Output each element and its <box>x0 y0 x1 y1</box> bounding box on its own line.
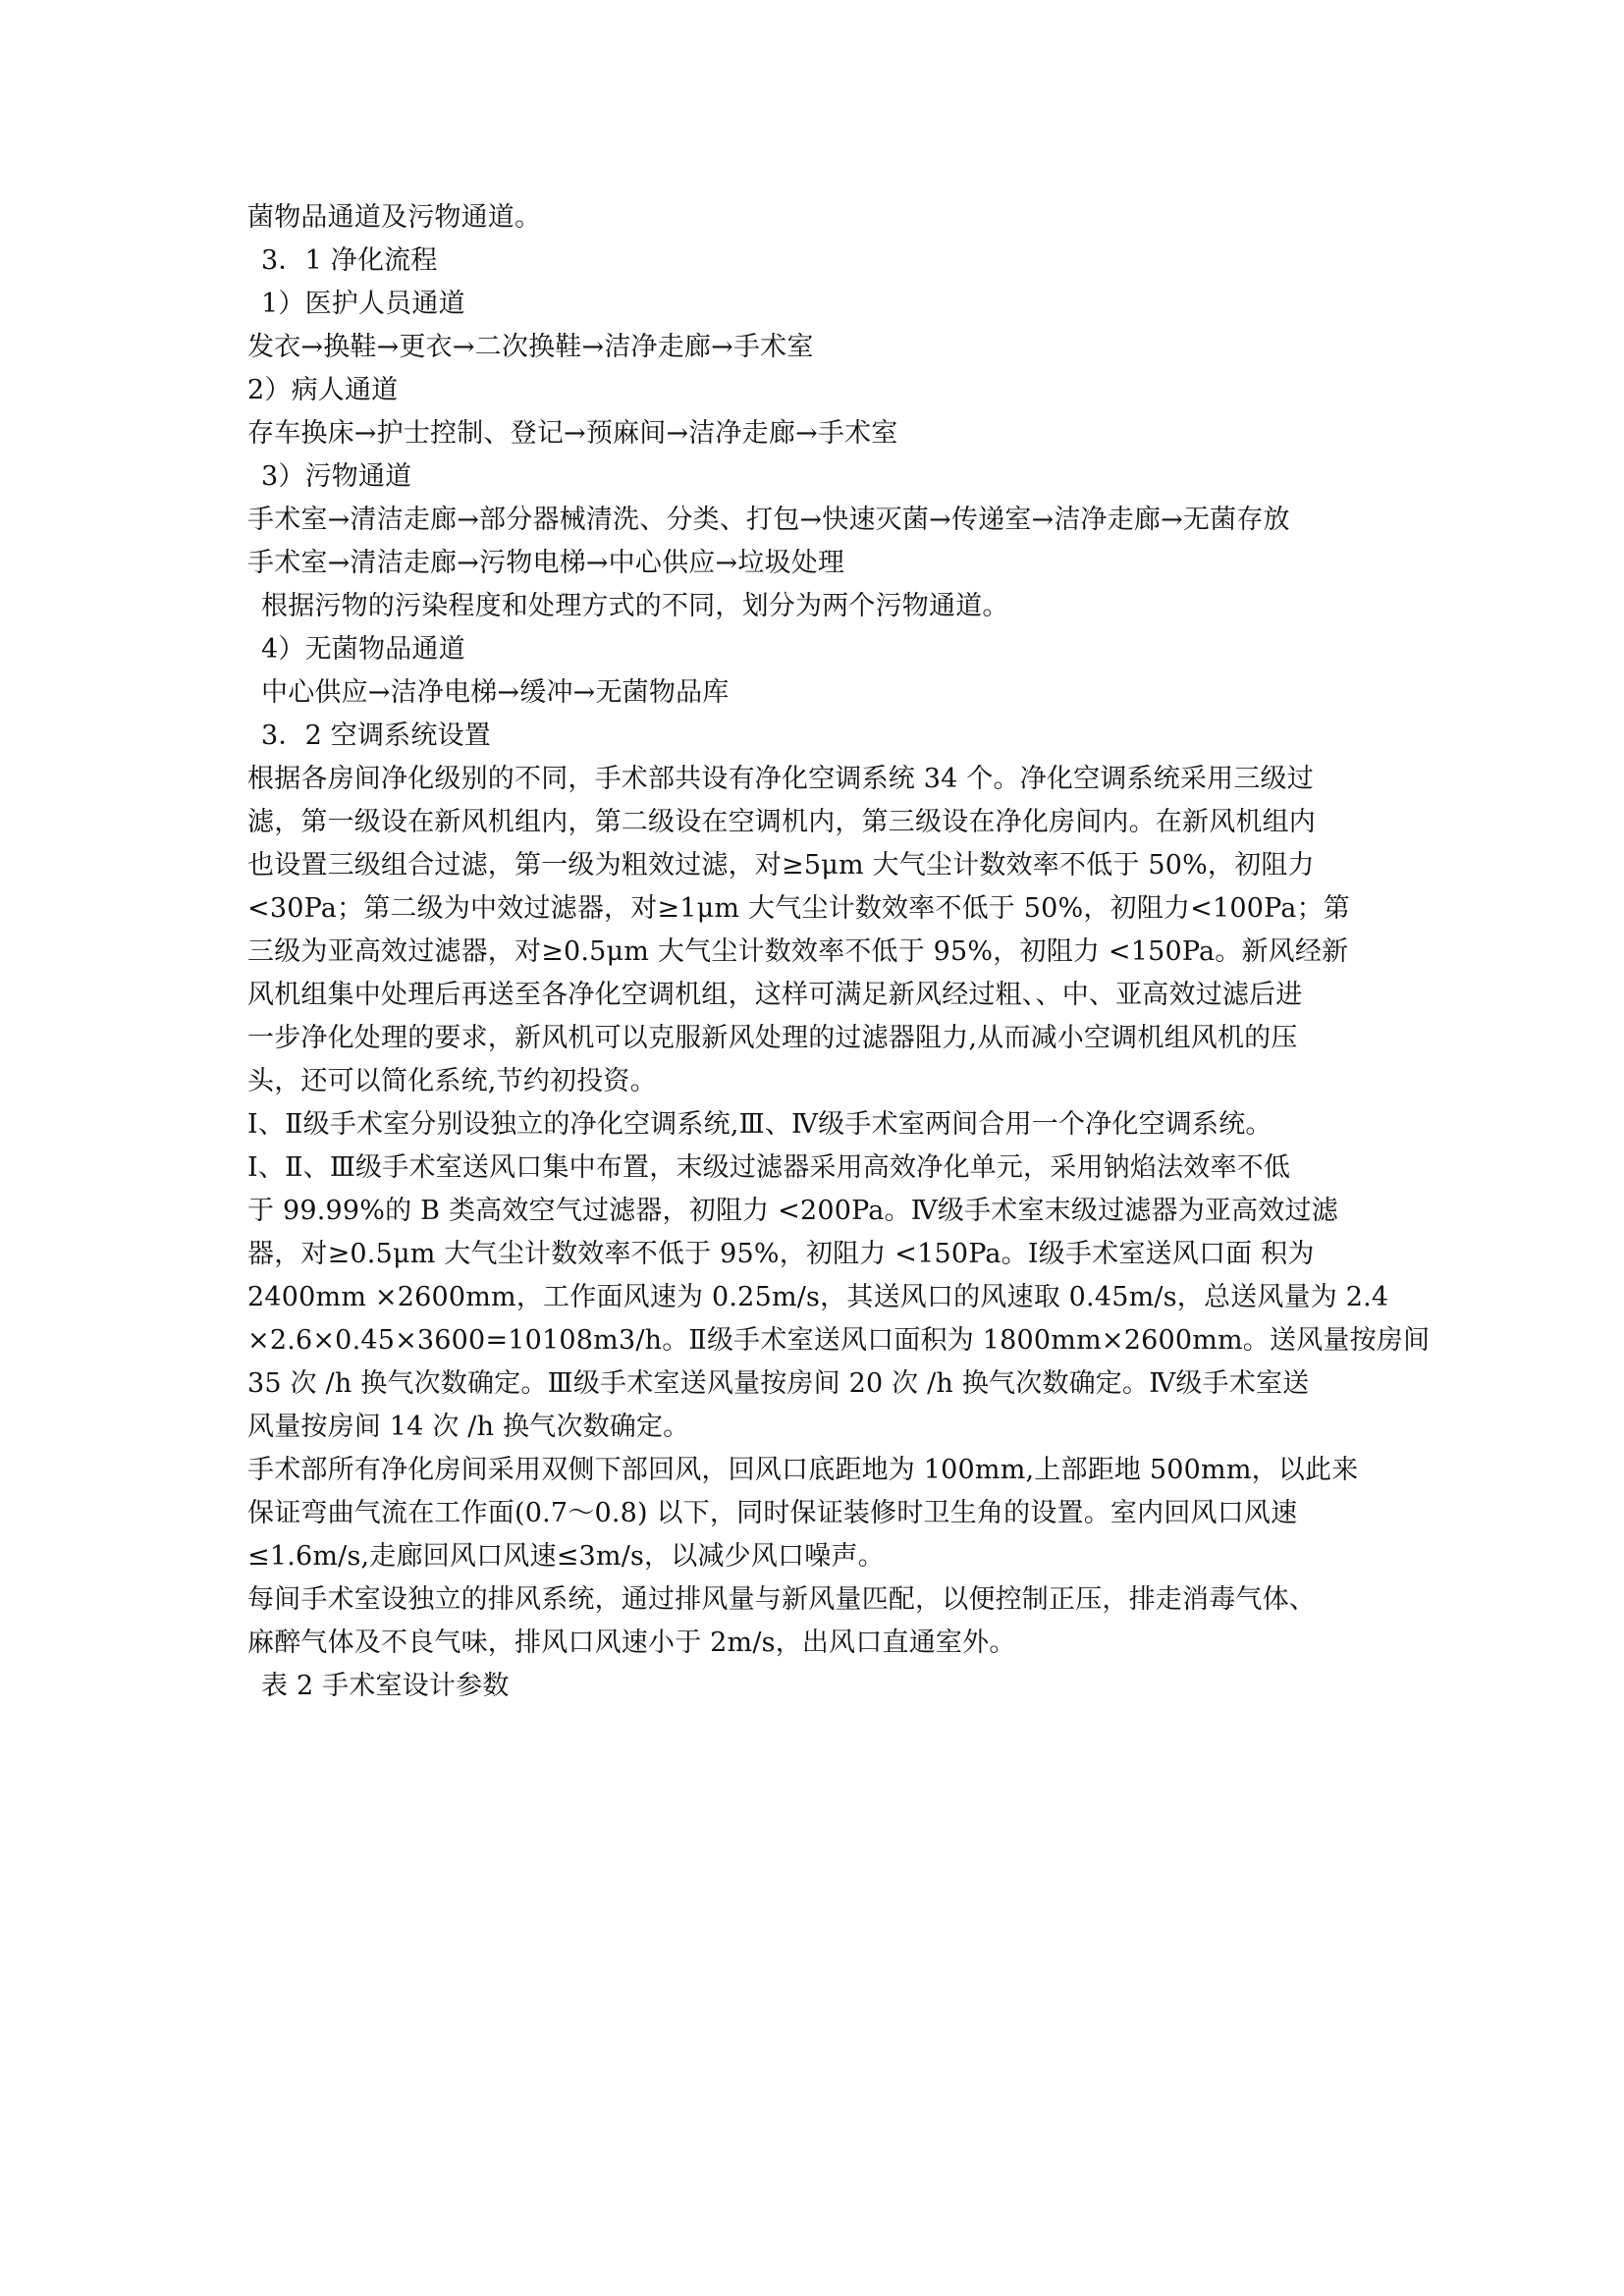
paragraph-line: 2400mm ×2600mm，工作面风速为 0.25m/s，其送风口的风速取 0.45m/s，总送风量为 2.4 <box>247 1282 1389 1312</box>
flow-line: 存车换床→护士控制、登记→预麻间→洁净走廊→手术室 <box>247 418 898 449</box>
paragraph-line: 风量按房间 14 次 /h 换气次数确定。 <box>247 1412 690 1442</box>
paragraph-exhaust <box>247 1578 1386 1665</box>
document-body <box>247 196 1431 1708</box>
paragraph-systems <box>247 1103 1386 1147</box>
paragraph-line: <30Pa；第二级为中效过滤器，对≥1μm 大气尘计数效率不低于 50%，初阻力<100Pa；第 <box>247 893 1350 924</box>
paragraph-line: ≤1.6m/s,走廊回风口风速≤3m/s，以减少风口噪声。 <box>247 1541 885 1572</box>
paragraph-line: 35 次 /h 换气次数确定。Ⅲ级手术室送风量按房间 20 次 /h 换气次数确定。Ⅳ级手术室送 <box>247 1368 1310 1399</box>
paragraph-line: 保证弯曲气流在工作面(0.7～0.8) 以下，同时保证装修时卫生角的设置。室内回风口风速 <box>247 1498 1298 1528</box>
paragraph-line: 根据各房间净化级别的不同，手术部共设有净化空调系统 34 个。净化空调系统采用三级过 <box>247 764 1314 794</box>
paragraph-line: Ⅰ、Ⅱ、Ⅲ级手术室送风口集中布置，末级过滤器采用高效净化单元，采用钠焰法效率不低 <box>247 1152 1291 1183</box>
paragraph-filters <box>247 758 1386 1103</box>
paragraph-line: 麻醉气体及不良气味，排风口风速小于 2m/s，出风口直通室外。 <box>247 1628 1016 1658</box>
flow-line: 发衣→换鞋→更衣→二次换鞋→洁净走廊→手术室 <box>247 332 814 362</box>
paragraph-return-air <box>247 1449 1386 1578</box>
paragraph-line: 风机组集中处理后再送至各净化空调机组，这样可满足新风经过粗、、中、亚高效过滤后进 <box>247 980 1303 1010</box>
paragraph-line: 于 99.99%的 B 类高效空气过滤器，初阻力 <200Pa。Ⅳ级手术室末级过滤器为亚高效过滤 <box>247 1196 1338 1226</box>
flow-line: 手术室→清洁走廊→污物电梯→中心供应→垃圾处理 <box>247 548 845 578</box>
paragraph-line: 三级为亚高效过滤器，对≥0.5μm 大气尘计数效率不低于 95%，初阻力 <150Pa。新风经新 <box>247 936 1349 967</box>
paragraph-line: 头，还可以简化系统,节约初投资。 <box>247 1066 657 1096</box>
flow-line: 手术室→清洁走廊→部分器械清洗、分类、打包→快速灭菌→传递室→洁净走廊→无菌存放 <box>247 505 1290 535</box>
section-heading: 3．1 净化流程 <box>261 245 438 276</box>
text-line: 菌物品通道及污物通道。 <box>247 202 542 233</box>
flow-line: 中心供应→洁净电梯→缓冲→无菌物品库 <box>261 677 730 708</box>
paragraph-line: ×2.6×0.45×3600=10108m3/h。Ⅱ级手术室送风口面积为 1800mm×2600mm。送风量按房间 <box>247 1325 1431 1356</box>
list-heading: 3）污物通道 <box>261 461 412 492</box>
list-heading: 2）病人通道 <box>247 375 399 405</box>
paragraph-line: 每间手术室设独立的排风系统，通过排风量与新风量匹配，以便控制正压，排走消毒气体、 <box>247 1584 1316 1615</box>
paragraph-line: 一步净化处理的要求，新风机可以克服新风处理的过滤器阻力,从而减小空调机组风机的压 <box>247 1023 1298 1053</box>
paragraph-line: Ⅰ、Ⅱ级手术室分别设独立的净化空调系统,Ⅲ、Ⅳ级手术室两间合用一个净化空调系统。 <box>247 1109 1272 1140</box>
table-caption: 表 2 手术室设计参数 <box>261 1671 510 1701</box>
section-heading: 3．2 空调系统设置 <box>261 721 491 751</box>
paragraph-line: 滤，第一级设在新风机组内，第二级设在空调机内，第三级设在净化房间内。在新风机组内 <box>247 807 1316 837</box>
paragraph-line: 器，对≥0.5μm 大气尘计数效率不低于 95%，初阻力 <150Pa。Ⅰ级手术室送风口面 积为 <box>247 1239 1315 1269</box>
paragraph-supply-air <box>247 1147 1431 1449</box>
list-heading: 1）医护人员通道 <box>261 289 465 319</box>
paragraph-line: 也设置三级组合过滤，第一级为粗效过滤，对≥5μm 大气尘计数效率不低于 50%，初阻力 <box>247 850 1315 881</box>
paragraph-line: 手术部所有净化房间采用双侧下部回风，回风口底距地为 100mm,上部距地 500mm，以此来 <box>247 1455 1359 1485</box>
list-heading: 4）无菌物品通道 <box>261 634 465 665</box>
text-line: 根据污物的污染程度和处理方式的不同，划分为两个污物通道。 <box>261 591 1009 621</box>
